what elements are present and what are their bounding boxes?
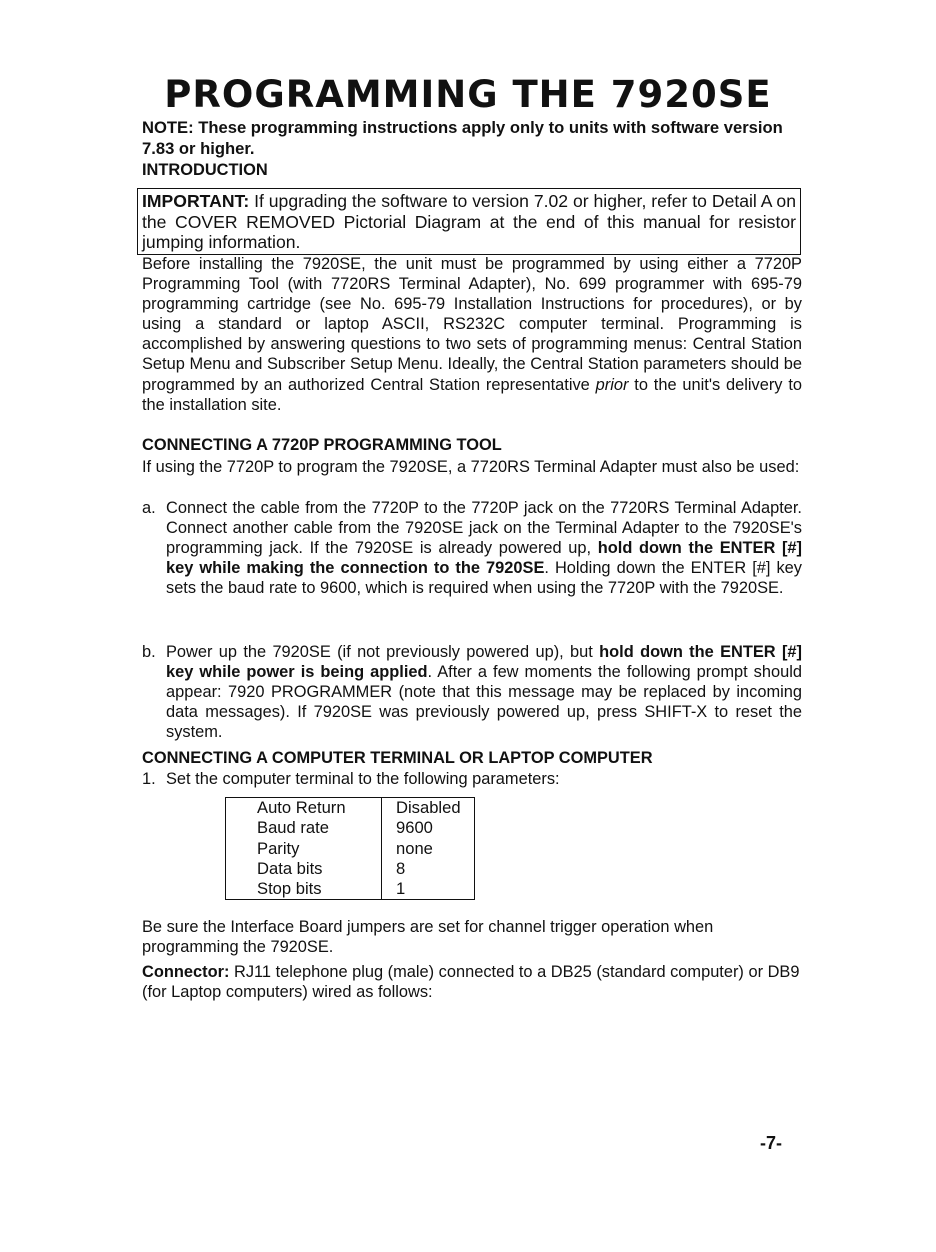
list-item-emphasis: hold down the ENTER [#] key while making the connection to the 7920SE bbox=[166, 539, 802, 578]
parameter-value: 9600 bbox=[382, 818, 475, 838]
table-row bbox=[226, 859, 475, 879]
programming-tool-heading: CONNECTING A 7720P PROGRAMMING TOOL bbox=[142, 436, 502, 454]
list-item-text: Set the computer terminal to the following parameters: bbox=[166, 770, 560, 788]
list-item-text-part2: . After a few moments the following prompt should appear: 7920 PROGRAMMER (note that this message may be replaced by incoming data messages). If 7920SE was previously powered up, press SHIFT-X to reset the system. bbox=[166, 663, 802, 742]
page-number: -7- bbox=[760, 1133, 782, 1153]
introduction-emphasis: prior bbox=[595, 375, 629, 394]
connector-label: Connector: bbox=[142, 963, 230, 981]
terminal-parameters-table bbox=[225, 797, 475, 900]
connector-text: RJ11 telephone plug (male) connected to a DB25 (standard computer) or DB9 (for Laptop computers) wired as follows: bbox=[142, 963, 800, 1002]
jumpers-paragraph: Be sure the Interface Board jumpers are set for channel trigger operation when programming the 7920SE. bbox=[142, 918, 714, 957]
table-row bbox=[226, 798, 475, 819]
list-item bbox=[142, 769, 802, 789]
list-item-text bbox=[166, 498, 802, 598]
parameter-name: Auto Return bbox=[257, 798, 346, 817]
introduction-heading: INTRODUCTION bbox=[142, 161, 268, 179]
parameter-value: Disabled bbox=[382, 798, 475, 819]
parameter-name: Parity bbox=[257, 838, 300, 858]
list-item bbox=[142, 498, 802, 598]
list-item-text-part1: Power up the 7920SE (if not previously powered up), but bbox=[166, 643, 600, 661]
list-item-text-part2: . Holding down the ENTER [#] key sets the baud rate to 9600, which is required when using the 7720P with the 7920SE. bbox=[166, 559, 802, 598]
parameter-name: Baud rate bbox=[257, 818, 329, 838]
software-version-note: NOTE: These programming instructions apply only to units with software version 7.83 or higher. bbox=[142, 118, 783, 158]
introduction-text-part2: to the unit's delivery to the installation site. bbox=[142, 375, 803, 414]
parameter-name: Data bits bbox=[257, 858, 323, 878]
computer-terminal-heading: CONNECTING A COMPUTER TERMINAL OR LAPTOP COMPUTER bbox=[142, 749, 653, 767]
table-row bbox=[226, 818, 475, 838]
page-title: PROGRAMMING THE 7920SE bbox=[164, 73, 772, 116]
important-label: IMPORTANT: bbox=[142, 191, 250, 211]
list-item bbox=[142, 642, 802, 742]
table-row bbox=[226, 839, 475, 859]
introduction-paragraph bbox=[142, 254, 802, 415]
list-item-text bbox=[166, 642, 802, 742]
introduction-text-part1: Before installing the 7920SE, the unit must be programmed by using either a 7720P Programming Tool (with 7720RS Terminal Adapter), No. 699 programmer with 695-79 programming cartridge (see No. 695-79 Installation Instructions for procedures), or by using a standard or laptop ASCII, RS232C computer terminal. Programming is accomplished by answering questions to two sets of programming menus: Central Station Setup Menu and Subscriber Setup Menu. Ideally, the Central Station parameters should be programmed by an authorized Central Station representative bbox=[142, 255, 802, 394]
parameter-name: Stop bits bbox=[257, 879, 322, 899]
programming-tool-intro: If using the 7720P to program the 7920SE, a 7720RS Terminal Adapter must also be used: bbox=[142, 458, 800, 476]
list-marker: 1. bbox=[142, 770, 156, 788]
list-item-text-part1: Connect the cable from the 7720P to the 7720P jack on the 7720RS Terminal Adapter. Connect another cable from the 7920SE jack on the Terminal Adapter to the 7920SE's programming jack. If the 7920SE is already powered up, bbox=[166, 499, 802, 558]
parameter-value: none bbox=[382, 839, 475, 859]
parameter-value: 1 bbox=[382, 879, 475, 900]
table-row bbox=[226, 879, 475, 900]
list-marker: b. bbox=[142, 643, 156, 661]
connector-paragraph bbox=[142, 962, 802, 1002]
important-notice-box bbox=[137, 188, 801, 255]
important-text: If upgrading the software to version 7.02 or higher, refer to Detail A on the COVER REMOVED Pictorial Diagram at the end of this manual for resistor jumping information. bbox=[142, 191, 796, 252]
list-item-emphasis: hold down the ENTER [#] key while power is being applied bbox=[166, 643, 802, 682]
parameter-value: 8 bbox=[382, 859, 475, 879]
list-marker: a. bbox=[142, 499, 156, 517]
